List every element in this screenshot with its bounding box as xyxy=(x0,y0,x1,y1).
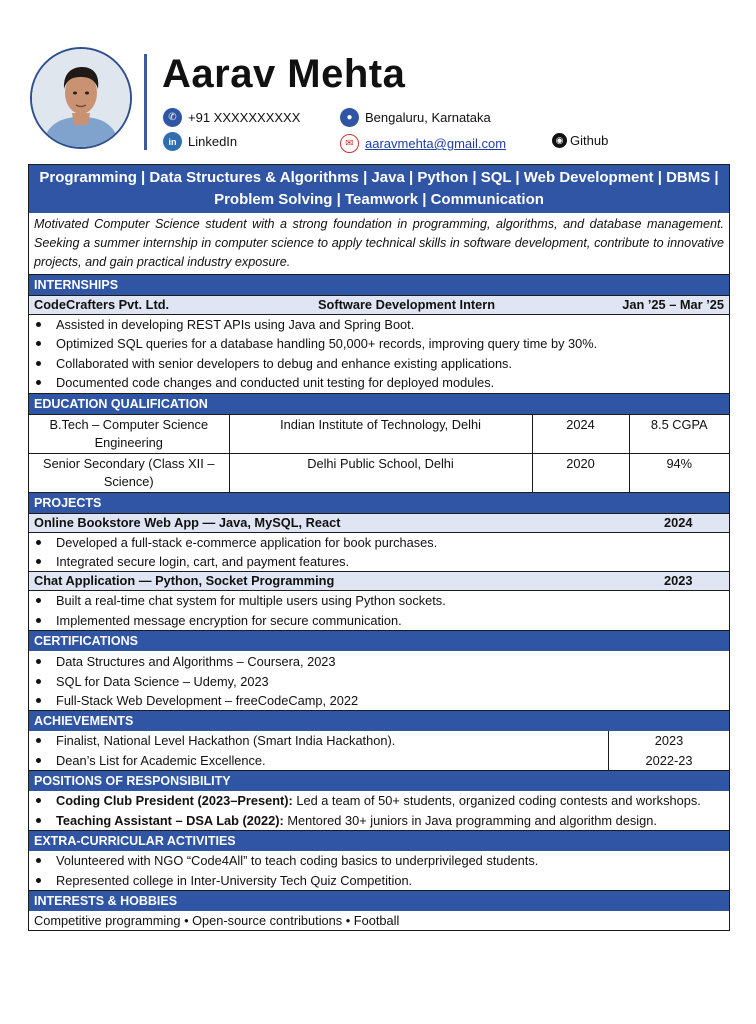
phone-icon: ✆ xyxy=(163,108,182,127)
phone-contact xyxy=(163,108,300,127)
position-title: Teaching Assistant – DSA Lab (2022): xyxy=(56,812,284,828)
education-table xyxy=(29,414,729,492)
profile-photo xyxy=(30,47,132,149)
edu-year: 2024 xyxy=(532,414,629,453)
achievement-list xyxy=(29,731,609,770)
github-link[interactable]: Github xyxy=(570,133,609,148)
interests-text: Competitive programming • Open-source contributions • Football xyxy=(34,912,400,928)
section-certifications: CERTIFICATIONS xyxy=(29,630,729,651)
section-internships: INTERNSHIPS xyxy=(29,274,729,295)
project-header xyxy=(29,513,729,533)
project-bullets xyxy=(29,591,729,630)
list-item: Implemented message encryption for secure communication. xyxy=(56,611,729,630)
candidate-name: Aarav Mehta xyxy=(162,52,406,96)
list-item: Represented college in Inter-University Tech Quiz Competition. xyxy=(56,871,729,890)
internship-role: Software Development Intern xyxy=(318,297,496,312)
internship-dates: Jan ’25 – Mar ’25 xyxy=(622,297,724,312)
extracurricular-list xyxy=(29,851,729,890)
list-item: Integrated secure login, cart, and payment features. xyxy=(56,552,729,571)
position-title: Coding Club President (2023–Present): xyxy=(56,793,293,809)
list-item: Collaborated with senior developers to debug and enhance existing applications. xyxy=(56,354,729,373)
email-link[interactable]: aaravmehta@gmail.com xyxy=(365,136,507,151)
achievement-year: 2022-23 xyxy=(645,752,693,768)
positions-list xyxy=(29,791,729,830)
internship-bullets xyxy=(29,315,729,393)
list-item: Full-Stack Web Development – freeCodeCamp, 2022 xyxy=(56,691,729,710)
edu-degree: B.Tech – Computer Science Engineering xyxy=(29,414,229,453)
internship-header xyxy=(29,295,729,315)
avatar-illustration xyxy=(32,49,130,147)
list-item: Volunteered with NGO “Code4All” to teach coding basics to underprivileged students. xyxy=(56,851,729,870)
edu-score: 94% xyxy=(629,453,729,492)
list-item: Assisted in developing REST APIs using Java and Spring Boot. xyxy=(56,315,729,334)
edu-year: 2020 xyxy=(532,453,629,492)
edu-degree: Senior Secondary (Class XII – Science) xyxy=(29,453,229,492)
resume-body xyxy=(28,164,730,931)
email-contact[interactable] xyxy=(340,134,506,153)
internship-company: CodeCrafters Pvt. Ltd. xyxy=(34,297,170,312)
project-name: Online Bookstore Web App — Java, MySQL, React xyxy=(34,514,341,530)
achievement-year: 2023 xyxy=(654,733,684,749)
list-item: Optimized SQL queries for a database handling 50,000+ records, improving query time by 30%. xyxy=(56,334,729,353)
github-icon: ◉ xyxy=(552,133,567,148)
achievements-block xyxy=(29,731,729,770)
table-row xyxy=(29,453,729,492)
list-item: Built a real-time chat system for multiple users using Python sockets. xyxy=(56,591,729,610)
edu-institute: Indian Institute of Technology, Delhi xyxy=(229,414,532,453)
project-bullets xyxy=(29,533,729,572)
summary-text: Motivated Computer Science student with a strong foundation in programming, algorithms, and database management. Seeking a summer internship in computer science to apply technical skills in software development, contribute to innovative projects, and gain practical industry exposure. xyxy=(34,217,724,269)
list-item: Dean’s List for Academic Excellence. xyxy=(56,751,608,770)
section-extracurricular: EXTRA-CURRICULAR ACTIVITIES xyxy=(29,830,729,851)
position-desc: Led a team of 50+ students, organized coding contests and workshops. xyxy=(292,793,701,809)
skills-banner: Programming | Data Structures & Algorithms | Java | Python | SQL | Web Development | DBMS | Problem Solving | Teamwork | Communication xyxy=(29,165,729,213)
project-year: 2024 xyxy=(664,514,693,530)
list-item: SQL for Data Science – Udemy, 2023 xyxy=(56,672,729,691)
linkedin-link[interactable]: LinkedIn xyxy=(188,134,238,149)
github-contact[interactable] xyxy=(552,133,608,148)
email-icon: ✉ xyxy=(340,134,359,153)
list-item xyxy=(56,811,729,830)
section-projects: PROJECTS xyxy=(29,492,729,513)
project-name: Chat Application — Python, Socket Programming xyxy=(34,573,335,589)
location-text: Bengaluru, Karnataka xyxy=(365,110,491,125)
location-icon: ● xyxy=(340,108,359,127)
header-divider xyxy=(144,54,147,150)
list-item: Documented code changes and conducted unit testing for deployed modules. xyxy=(56,373,729,392)
achievement-years xyxy=(609,731,729,770)
edu-institute: Delhi Public School, Delhi xyxy=(229,453,532,492)
section-interests: INTERESTS & HOBBIES xyxy=(29,890,729,911)
list-item: Finalist, National Level Hackathon (Smart India Hackathon). xyxy=(56,731,608,750)
list-item xyxy=(56,791,729,810)
section-education: EDUCATION QUALIFICATION xyxy=(29,393,729,414)
edu-score: 8.5 CGPA xyxy=(629,414,729,453)
certification-list xyxy=(29,651,729,710)
section-positions: POSITIONS OF RESPONSIBILITY xyxy=(29,770,729,791)
project-header xyxy=(29,571,729,591)
position-desc: Mentored 30+ juniors in Java programming and algorithm design. xyxy=(283,812,657,828)
table-row xyxy=(29,414,729,453)
phone-number: +91 XXXXXXXXXX xyxy=(188,110,301,125)
project-year: 2023 xyxy=(664,573,693,589)
list-item: Developed a full-stack e-commerce application for book purchases. xyxy=(56,533,729,552)
linkedin-contact[interactable] xyxy=(163,132,237,151)
list-item: Data Structures and Algorithms – Coursera, 2023 xyxy=(56,652,729,671)
location-contact xyxy=(340,108,491,127)
linkedin-icon: in xyxy=(163,132,182,151)
section-achievements: ACHIEVEMENTS xyxy=(29,710,729,731)
